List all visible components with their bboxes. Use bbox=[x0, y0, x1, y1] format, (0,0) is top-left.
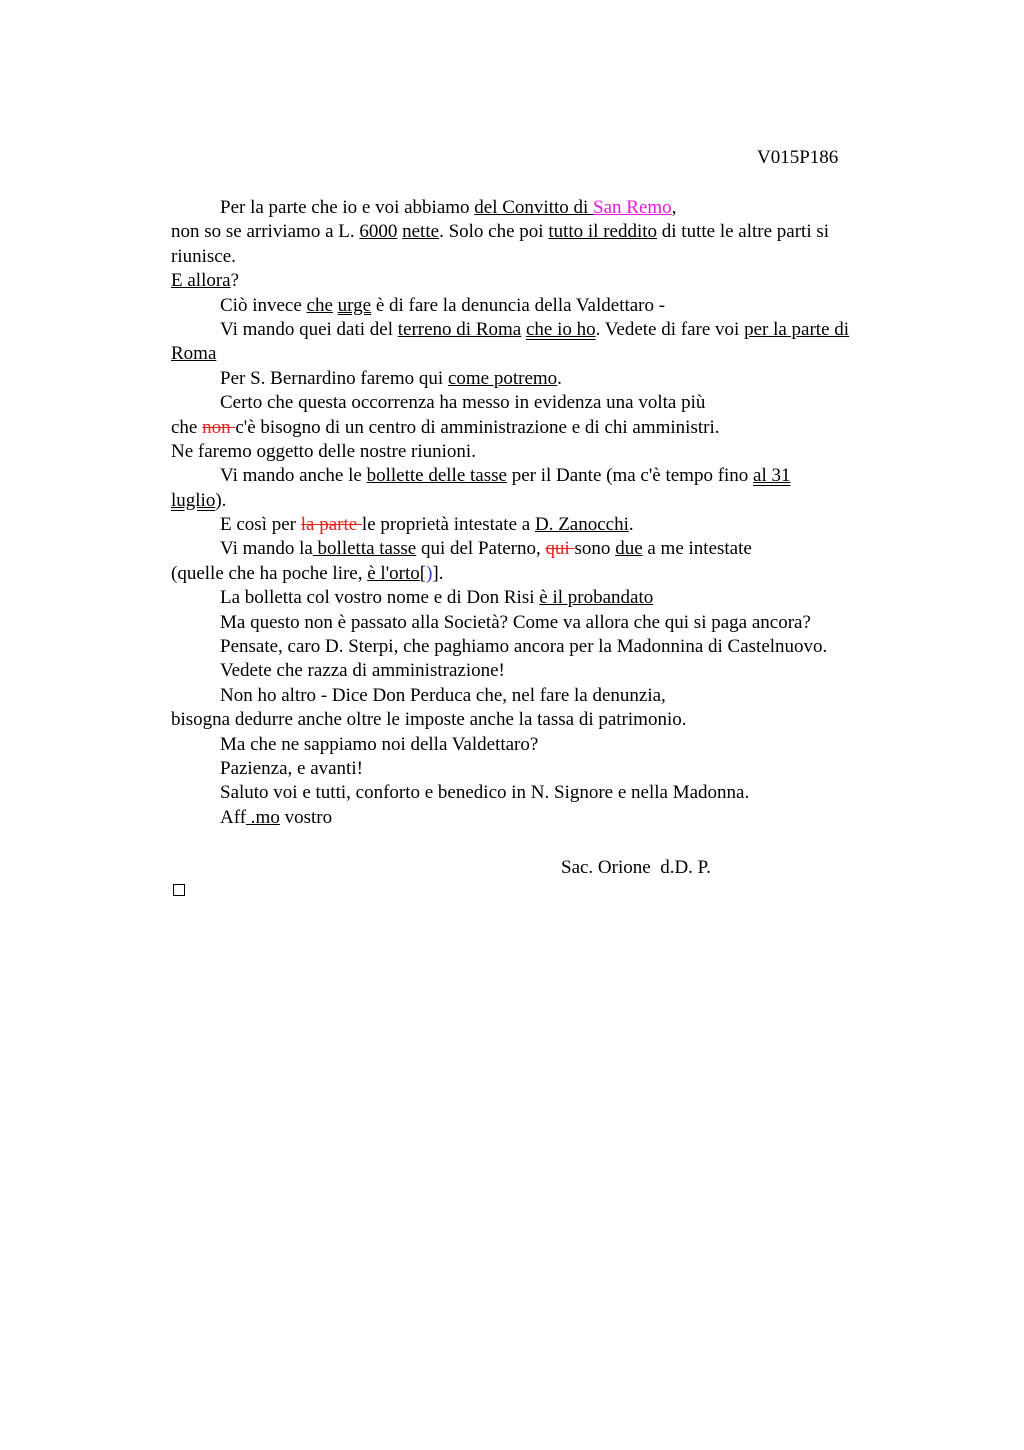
underlined-text: Roma bbox=[171, 343, 217, 365]
letter-line-23 bbox=[171, 733, 931, 757]
underlined-text: terreno di Roma bbox=[397, 318, 522, 340]
text: a me intestate bbox=[642, 538, 752, 560]
text: , bbox=[671, 197, 677, 218]
text: . bbox=[557, 367, 562, 389]
underlined-text: D. Zanocchi bbox=[534, 514, 629, 536]
letter-line-1 bbox=[171, 196, 931, 220]
underlined-text: che bbox=[306, 294, 333, 316]
text: Non ho altro - Dice Don Perduca che, nel fare la denunzia, bbox=[220, 684, 666, 706]
text: sono bbox=[574, 538, 616, 560]
text: bisogna dedurre anche oltre le imposte anche la tassa di patrimonio. bbox=[171, 709, 687, 731]
underlined-text: E allora bbox=[171, 270, 231, 292]
text: Vedete che razza di amministrazione! bbox=[220, 660, 505, 682]
editorial-bracket: ) bbox=[426, 562, 433, 584]
text: Ne faremo oggetto delle nostre riunioni. bbox=[171, 440, 476, 462]
letter-line-21 bbox=[171, 684, 931, 708]
underlined-text: per la parte di bbox=[744, 318, 850, 340]
letter-line-12 bbox=[171, 464, 931, 488]
letter-line-14 bbox=[171, 513, 931, 537]
text: (quelle che ha poche lire, bbox=[171, 562, 368, 584]
letter-line-11 bbox=[171, 440, 931, 464]
underlined-text: come potremo bbox=[447, 367, 558, 389]
text: è di fare la denuncia della Valdettaro - bbox=[371, 294, 666, 316]
letter-line-19 bbox=[171, 635, 931, 659]
letter-line-4 bbox=[171, 269, 931, 293]
letter-line-5 bbox=[171, 294, 931, 318]
letter-line-25 bbox=[171, 781, 931, 805]
text: di tutte le altre parti si bbox=[657, 221, 830, 243]
text: Vi mando la bbox=[220, 538, 313, 560]
underlined-text: .mo bbox=[246, 806, 280, 828]
underlined-text: tutto il reddito bbox=[548, 221, 658, 243]
letter-line-2 bbox=[171, 220, 931, 244]
text: . Solo che poi bbox=[439, 221, 549, 243]
text: La bolletta col vostro nome e di Don Risi bbox=[220, 587, 540, 609]
letter-line-9 bbox=[171, 391, 931, 415]
letter-line-17 bbox=[171, 586, 931, 610]
text: Per S. Bernardino faremo qui bbox=[220, 367, 448, 389]
deleted-text: qui bbox=[545, 538, 575, 560]
text: che bbox=[171, 416, 203, 438]
double-underlined-text: al 31 bbox=[753, 465, 791, 487]
text: le proprietà intestate a bbox=[361, 514, 535, 536]
underlined-text: del Convitto di bbox=[474, 197, 594, 218]
text: c'è bisogno di un centro di amministrazione e di chi amministri. bbox=[235, 416, 720, 438]
deleted-text: la parte bbox=[300, 514, 362, 536]
text: non so se arriviamo a L. bbox=[171, 221, 360, 243]
letter-line-3 bbox=[171, 245, 931, 269]
text: ? bbox=[230, 270, 240, 292]
deleted-text: non bbox=[202, 416, 236, 438]
text: per il Dante (ma c'è tempo fino bbox=[506, 465, 754, 487]
letter-line-24 bbox=[171, 757, 931, 781]
underlined-text: è l'orto bbox=[367, 562, 420, 584]
text: Pensate, caro D. Sterpi, che paghiamo ancora per la Madonnina di Castelnuovo. bbox=[220, 636, 828, 658]
letter-line-13 bbox=[171, 489, 931, 513]
letter-line-16 bbox=[171, 562, 931, 586]
text: Pazienza, e avanti! bbox=[220, 757, 363, 779]
letter-line-20 bbox=[171, 659, 931, 683]
place-name: San Remo bbox=[593, 197, 672, 218]
underlined-text: bollette delle tasse bbox=[366, 465, 507, 487]
signature: Sac. Orione d.D. P. bbox=[561, 857, 711, 878]
underlined-text: bolletta tasse bbox=[312, 538, 417, 560]
text: . bbox=[628, 514, 634, 536]
empty-checkbox-glyph bbox=[173, 884, 185, 896]
text: ). bbox=[215, 489, 227, 511]
letter-body bbox=[171, 196, 931, 830]
letter-line-7 bbox=[171, 342, 931, 366]
text: Certo che questa occorrenza ha messo in evidenza una volta più bbox=[220, 392, 706, 414]
text: Vi mando quei dati del bbox=[220, 318, 398, 340]
letter-line-8 bbox=[171, 367, 931, 391]
text: [ bbox=[419, 562, 427, 584]
text: E così per bbox=[220, 514, 301, 536]
letter-line-26 bbox=[171, 806, 931, 830]
double-underlined-text: luglio bbox=[171, 489, 216, 511]
text: Ma che ne sappiamo noi della Valdettaro? bbox=[220, 733, 539, 755]
text: qui del Paterno, bbox=[416, 538, 546, 560]
text: ]. bbox=[432, 562, 444, 584]
letter-line-15 bbox=[171, 537, 931, 561]
underlined-text: 6000 bbox=[359, 221, 398, 243]
text: riunisce. bbox=[171, 245, 236, 267]
underlined-text: due bbox=[615, 538, 643, 560]
underlined-text: è il probandato bbox=[539, 587, 654, 609]
double-underlined-text: urge bbox=[337, 294, 372, 316]
text: Ciò invece bbox=[220, 294, 307, 316]
double-underlined-text: che io ho bbox=[525, 318, 596, 340]
text: Vi mando anche le bbox=[220, 465, 367, 487]
text: . Vedete di fare voi bbox=[595, 318, 745, 340]
text: Ma questo non è passato alla Società? Come va allora che qui si paga ancora? bbox=[220, 611, 811, 633]
underlined-text: nette bbox=[402, 221, 440, 243]
letter-line-10 bbox=[171, 416, 931, 440]
text: Per la parte che io e voi abbiamo bbox=[220, 197, 475, 218]
letter-line-22 bbox=[171, 708, 931, 732]
page-id: V015P186 bbox=[757, 147, 839, 168]
letter-line-6 bbox=[171, 318, 931, 342]
text: Aff bbox=[220, 806, 247, 828]
text: Saluto voi e tutti, conforto e benedico in N. Signore e nella Madonna. bbox=[220, 782, 750, 804]
letter-line-18 bbox=[171, 611, 931, 635]
text: vostro bbox=[279, 806, 333, 828]
